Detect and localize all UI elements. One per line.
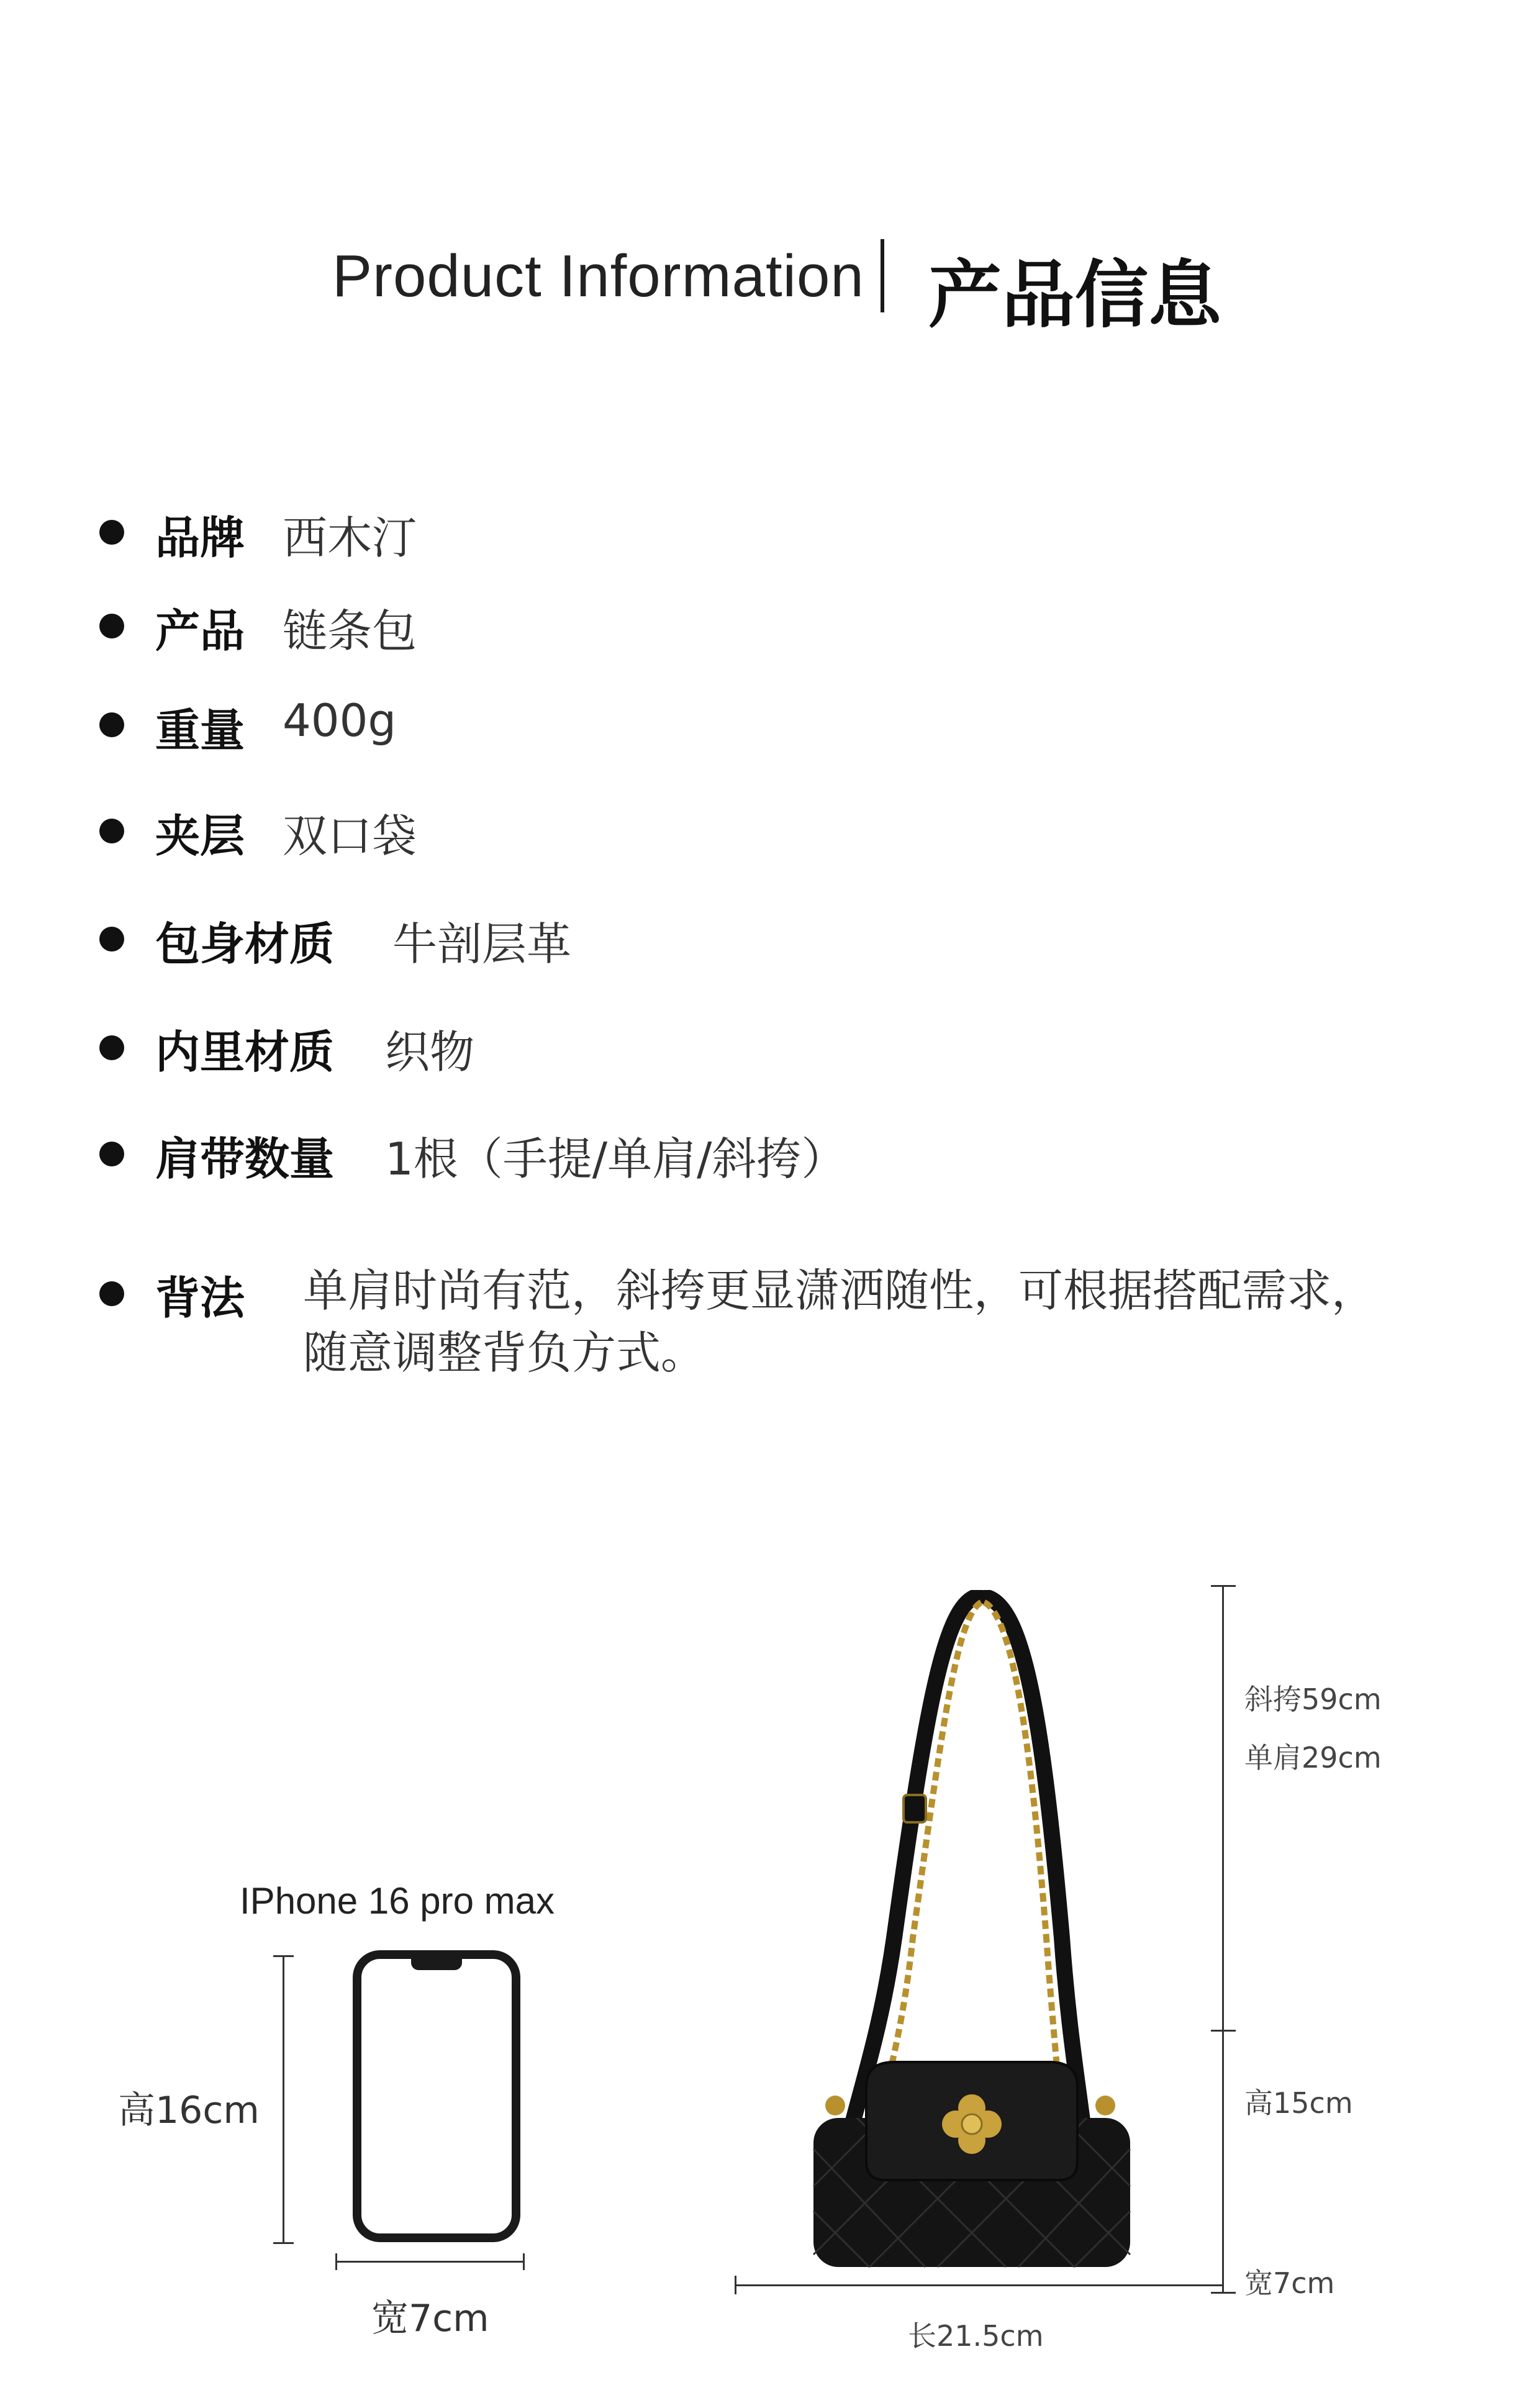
spec-label-product: 产品 xyxy=(155,605,245,657)
phone-height-label: 高16cm xyxy=(118,2089,260,2132)
spec-label-weight: 重量 xyxy=(155,704,245,756)
header-divider xyxy=(881,239,884,312)
header-title-cn: 产品信息 xyxy=(928,252,1222,338)
spec-value-body-material: 牛剖层革 xyxy=(392,918,572,970)
bag-length-cap-left xyxy=(735,2276,736,2294)
spec-value-strap-count: 1根（手提/单肩/斜挎） xyxy=(385,1133,846,1185)
bag-strap-cap-top xyxy=(1211,1585,1236,1587)
bullet-icon xyxy=(99,520,124,545)
spec-label-carry: 背法 xyxy=(155,1272,245,1324)
bag-width-label: 宽7cm xyxy=(1244,2266,1335,2300)
phone-notch xyxy=(411,1959,462,1970)
spec-label-compartment: 夹层 xyxy=(155,810,245,862)
spec-value-carry-line1: 单肩时尚有范，斜挎更显潇洒随性，可根据搭配需求， xyxy=(303,1265,1377,1317)
bag-image xyxy=(801,1590,1143,2279)
spec-value-lining-material: 织物 xyxy=(385,1026,475,1078)
spec-value-carry-line2: 随意调整背负方式。 xyxy=(303,1327,706,1379)
phone-width-cap-left xyxy=(335,2253,337,2270)
spec-value-compartment: 双口袋 xyxy=(283,810,417,862)
phone-height-cap-top xyxy=(273,1955,294,1957)
bag-crossbody-label: 斜挎59cm xyxy=(1244,1683,1382,1716)
phone-model-label: IPhone 16 pro max xyxy=(240,1880,555,1922)
phone-width-cap-right xyxy=(523,2253,525,2270)
bullet-icon xyxy=(99,819,124,843)
bullet-icon xyxy=(99,614,124,638)
bag-height-label: 高15cm xyxy=(1244,2086,1353,2120)
spec-label-body-material: 包身材质 xyxy=(155,918,335,970)
phone-width-line xyxy=(335,2261,525,2263)
bag-length-line xyxy=(735,2284,1223,2286)
spec-value-product: 链条包 xyxy=(283,605,417,657)
phone-height-line xyxy=(283,1955,284,2244)
spec-value-weight: 400g xyxy=(283,694,397,747)
header-title-en: Product Information xyxy=(332,243,864,309)
spec-label-brand: 品牌 xyxy=(155,512,245,564)
bullet-icon xyxy=(99,1281,124,1306)
bag-length-label: 长21.5cm xyxy=(908,2319,1044,2353)
bullet-icon xyxy=(99,1142,124,1166)
bullet-icon xyxy=(99,712,124,737)
phone-width-label: 宽7cm xyxy=(371,2297,489,2340)
bag-strap-cap-bottom xyxy=(1211,2030,1236,2032)
phone-outline-icon xyxy=(353,1950,520,2242)
bullet-icon xyxy=(99,927,124,952)
bag-shoulder-label: 单肩29cm xyxy=(1244,1741,1382,1774)
spec-value-brand: 西木汀 xyxy=(283,512,417,564)
bag-body-cap-bottom xyxy=(1211,2292,1236,2294)
phone-height-cap-bottom xyxy=(273,2242,294,2244)
bag-height-line xyxy=(1222,1585,1224,2293)
spec-label-strap-count: 肩带数量 xyxy=(155,1133,335,1185)
bullet-icon xyxy=(99,1035,124,1060)
spec-label-lining-material: 内里材质 xyxy=(155,1026,335,1078)
